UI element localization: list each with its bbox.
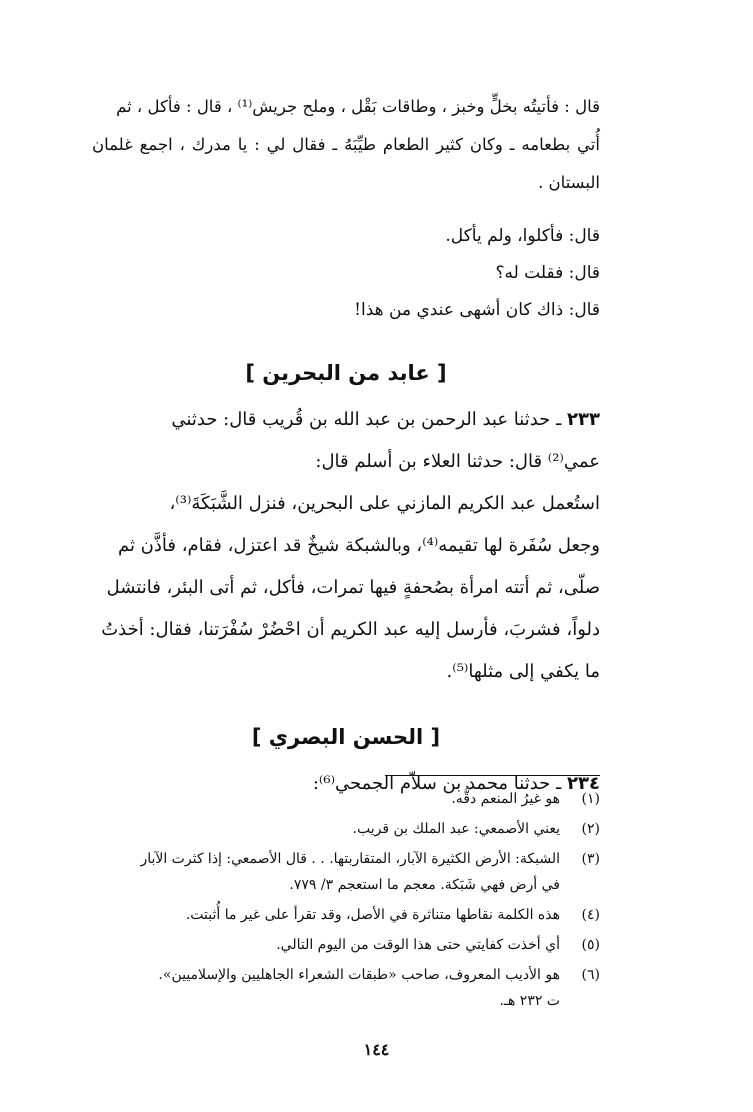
dialog-line: قال: ذاك كان أشهى عندي من هذا! xyxy=(354,300,600,320)
footnote xyxy=(96,932,600,958)
text-line: قال : فأتيتُه بخلٍّ وخبز ، وطاقات بَقْل ، وملح جريش⁽¹⁾ ، قال : فأكل ، ثم xyxy=(116,97,600,116)
text-line: عمي⁽²⁾ قال: حدثنا العلاء بن أسلم قال: xyxy=(315,451,600,472)
section-heading-hasan-basri: [ الحسن البصري ] xyxy=(251,725,441,749)
text-line-content: ـ حدثنا محمد بن سلاّم الجمحي⁽⁶⁾: xyxy=(312,773,562,794)
footnote-line: هو الأديب المعروف، صاحب «طبقات الشعراء الجاهليين والإسلاميين». xyxy=(158,967,560,983)
footnote-number: (٦) xyxy=(581,967,600,983)
entry-number: ٢٣٤ xyxy=(567,773,600,794)
footnote xyxy=(96,962,600,1014)
section-heading-bahrain: [ عابد من البحرين ] xyxy=(245,361,447,385)
footnote-text: يعني الأصمعي: عبد الملك بن قريب. xyxy=(352,821,560,837)
text-line: استُعمل عبد الكريم المازني على البحرين، فنزل الشَّبَكَةَ⁽³⁾، xyxy=(169,493,600,514)
text-line: صلّى، ثم أتته امرأة بصُحفةٍ فيها تمرات، فأكل، ثم أتى البئر، فانتشل xyxy=(106,577,600,598)
dialog-block xyxy=(92,218,600,329)
footnote xyxy=(96,902,600,928)
text-line: أُتي بطعامه ـ وكان كثير الطعام طيِّبَهُ ـ فقال لي : يا مدرك ، اجمع غلمان البستان . xyxy=(92,135,600,192)
text-line-content: ـ حدثنا عبد الرحمن بن عبد الله بن قُريب قال: حدثني xyxy=(171,409,562,430)
footnote-text: هو غيرُ المنعم دقُّه. xyxy=(451,791,560,807)
footnote xyxy=(96,786,600,812)
footnote xyxy=(96,846,600,898)
dialog-line: قال: فقلت له؟ xyxy=(495,263,600,283)
footnotes xyxy=(96,786,600,1018)
footnote-text xyxy=(96,846,560,898)
footnote-number: (١) xyxy=(581,791,600,807)
footnote-text: أي أخذت كفايتي حتى هذا الوقت من اليوم التالي. xyxy=(276,937,560,953)
footnote-number: (٢) xyxy=(581,821,600,837)
footnote-line: في أرض فهي شَبَكة. معجم ما استعجم ٣/ ٧٧٩. xyxy=(289,877,560,893)
footnote xyxy=(96,816,600,842)
entry-number: ٢٣٣ xyxy=(567,409,600,430)
footnote-text xyxy=(96,962,560,1014)
text-line: وجعل سُفَرة لها تقيمه⁽⁴⁾، وبالشبكة شيخٌ قد اعتزل، فقام، فأذَّن ثم xyxy=(117,535,600,556)
footnote-number: (٥) xyxy=(581,937,600,953)
page-body xyxy=(92,88,600,805)
footnote-line: ت ٢٣٢ هـ. xyxy=(499,993,560,1009)
footnote-number: (٣) xyxy=(581,851,600,867)
footnote-line: الشبكة: الأرض الكثيرة الآبار، المتقاربتها. . . قال الأصمعي: إذا كثرت الآبار xyxy=(140,851,560,867)
text-line: ما يكفي إلى مثلها⁽⁵⁾. xyxy=(446,661,600,682)
footnote-number: (٤) xyxy=(581,907,600,923)
footnote-divider xyxy=(385,775,600,776)
footnote-text: هذه الكلمة نقاطها متناثرة في الأصل، وقد تقرأ على غير ما أُثبتت. xyxy=(185,907,560,923)
text-line xyxy=(92,399,600,441)
page-number: ١٤٤ xyxy=(363,1040,390,1059)
text-line: دلواً، فشربَ، فأرسل إليه عبد الكريم أن احْضُرْ سُفْرَتنا، فقال: أخذتُ xyxy=(101,619,600,640)
intro-paragraph xyxy=(92,88,600,202)
narration-233 xyxy=(92,399,600,693)
dialog-line: قال: فأكلوا، ولم يأكل. xyxy=(445,226,600,246)
